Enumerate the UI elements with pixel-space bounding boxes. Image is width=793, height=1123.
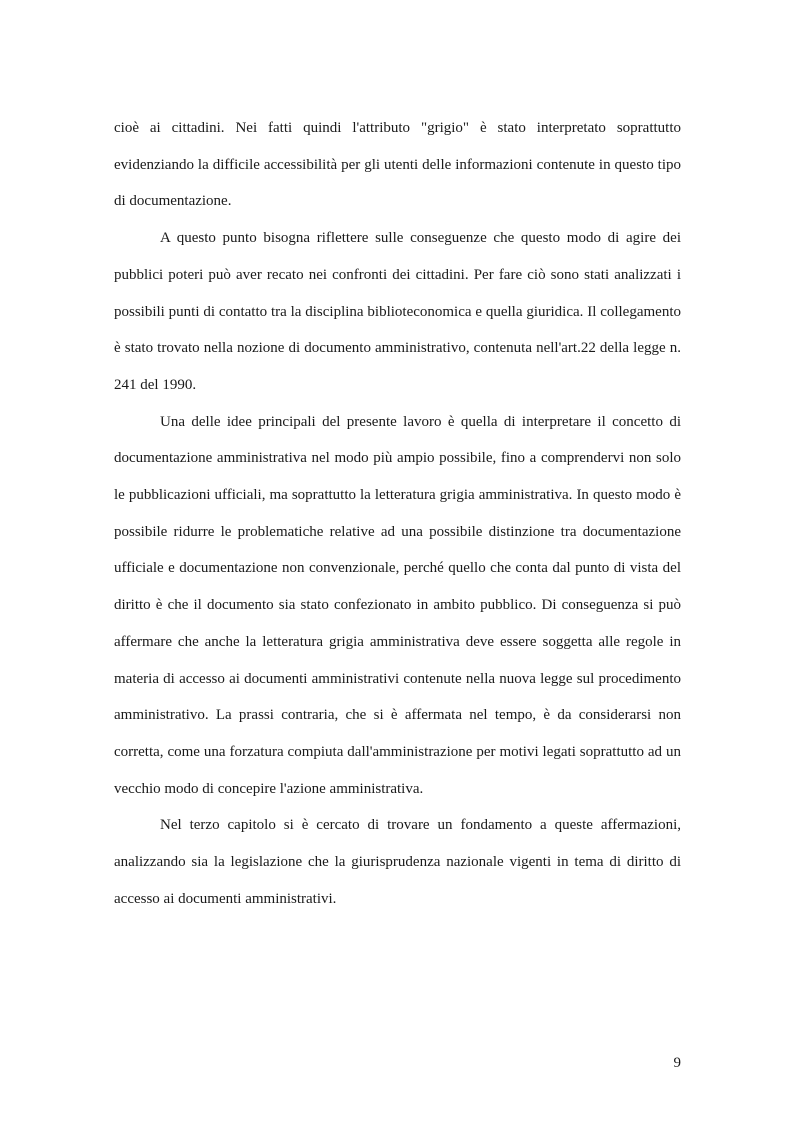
paragraph: Una delle idee principali del presente lavoro è quella di interpretare il concetto di documentazione amministrativa nel modo più ampio possibile, fino a comprendervi non solo le pubblicazioni ufficiali, ma soprattutto la letteratura grigia amministrativa. In questo modo è possibile ridurre le problematiche relative ad una possibile distinzione tra documentazione ufficiale e documentazione non convenzionale, perché quello che conta dal punto di vista del diritto è che il documento sia stato confezionato in ambito pubblico. Di conseguenza si può affermare che anche la letteratura grigia amministrativa deve essere soggetta alle regole in materia di accesso ai documenti amministrativi contenute nella nuova legge sul procedimento amministrativo. La prassi contraria, che si è affermata nel tempo, è da considerarsi non corretta, come una forzatura compiuta dall'amministrazione per motivi legati soprattutto ad un vecchio modo di concepire l'azione amministrativa. xyxy=(114,413,681,797)
page-number: 9 xyxy=(673,1055,681,1071)
paragraph-continuation: cioè ai cittadini. Nei fatti quindi l'attributo "grigio" è stato interpretato soprattutto evidenziando la difficile accessibilità per gli utenti delle informazioni contenute in questo tipo di documentazione. xyxy=(114,120,681,210)
paragraph: Nel terzo capitolo si è cercato di trovare un fondamento a queste affermazioni, analizzando sia la legislazione che la giurisprudenza nazionale vigenti in tema di diritto di accesso ai documenti amministrativi. xyxy=(114,817,681,907)
paragraph: A questo punto bisogna riflettere sulle conseguenze che questo modo di agire dei pubblici poteri può aver recato nei confronti dei cittadini. Per fare ciò sono stati analizzati i possibili punti di contatto tra la disciplina biblioteconomica e quella giuridica. Il collegamento è stato trovato nella nozione di documento amministrativo, contenuta nell'art.22 della legge n. 241 del 1990. xyxy=(114,230,681,393)
body-text xyxy=(114,110,681,917)
